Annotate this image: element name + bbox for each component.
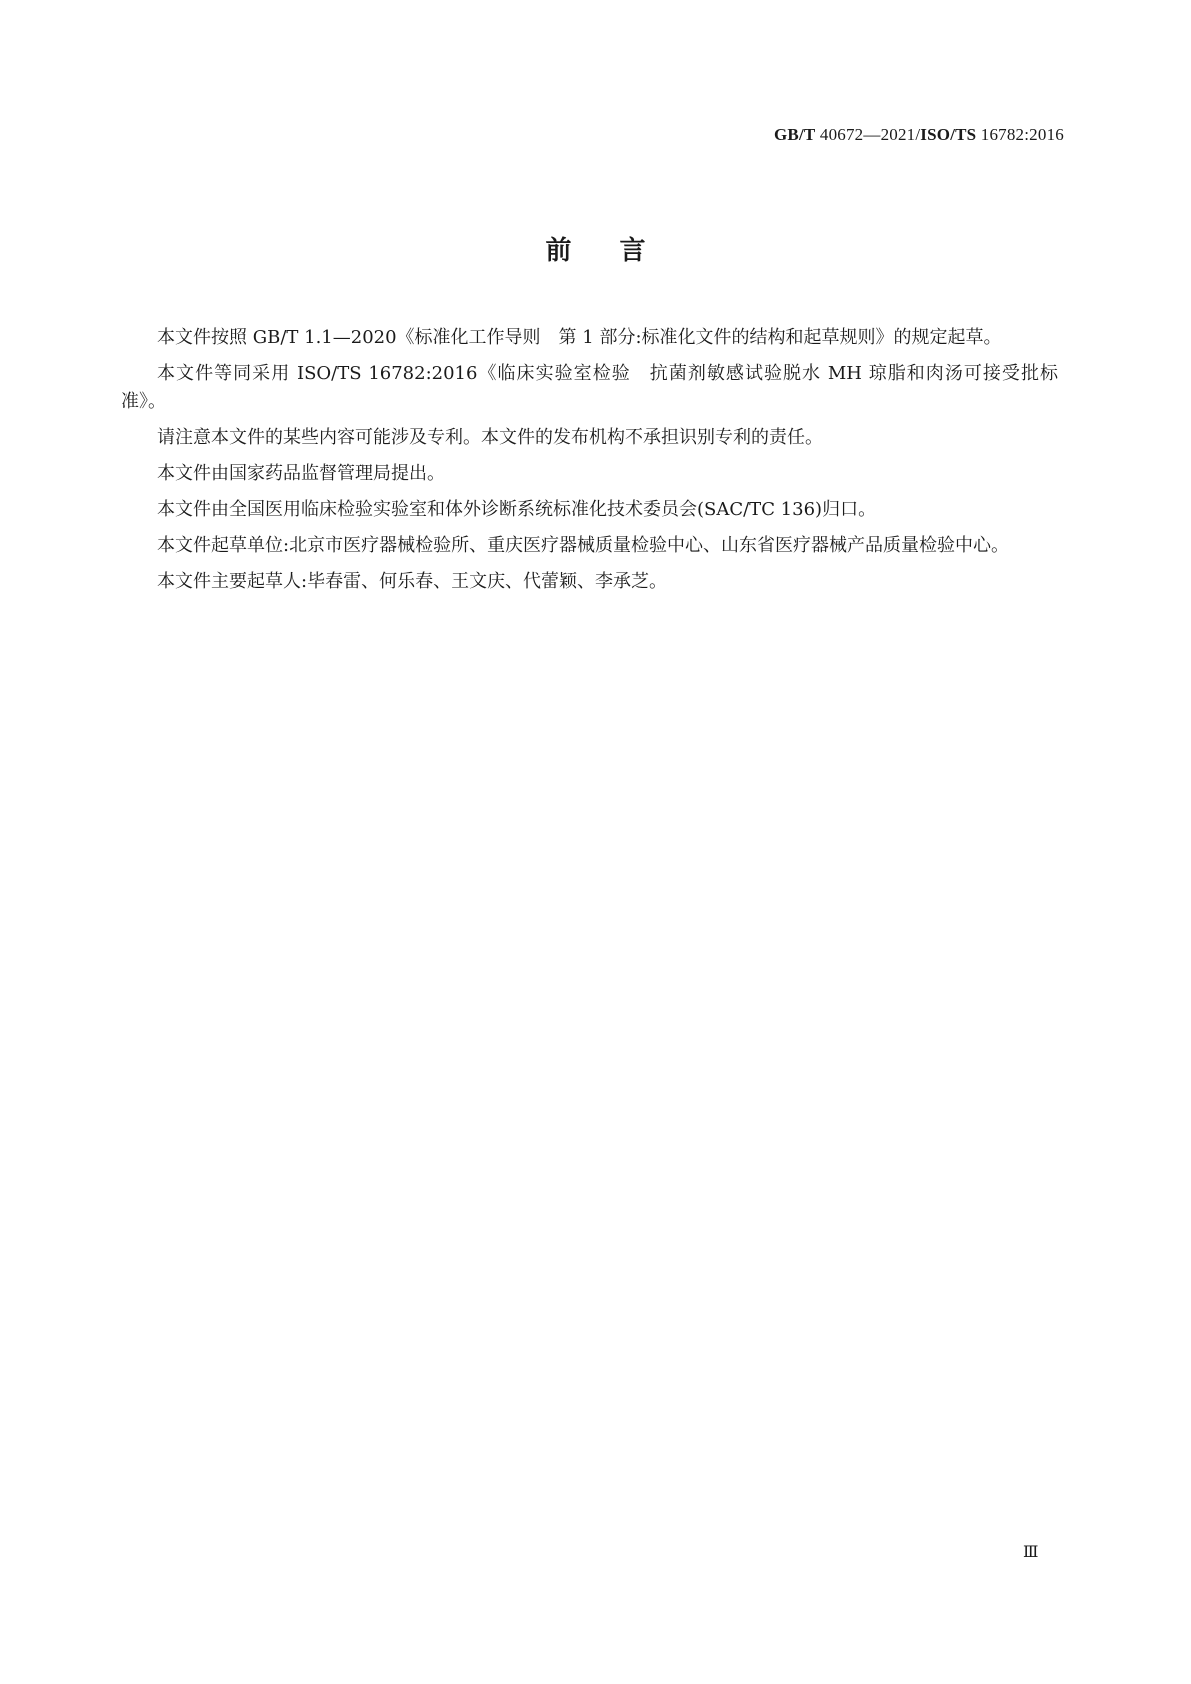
paragraph: 本文件主要起草人:毕春雷、何乐春、王文庆、代蕾颖、李承芝。 xyxy=(157,571,668,592)
paragraph: 本文件由国家药品监督管理局提出。 xyxy=(157,463,445,484)
standard-code: GB/T xyxy=(773,125,816,144)
paragraph: 本文件由全国医用临床检验实验室和体外诊断系统标准化技术委员会(SAC/TC 136)归口。 xyxy=(157,499,877,520)
paragraph: 本文件起草单位:北京市医疗器械检验所、重庆医疗器械质量检验中心、山东省医疗器械产品质量检验中心。 xyxy=(157,535,1010,556)
page-number: Ⅲ xyxy=(1023,1544,1039,1561)
iso-number: 16782:2016 xyxy=(976,125,1064,144)
standard-number-header xyxy=(774,125,1064,145)
iso-code: ISO/TS xyxy=(920,125,977,144)
paragraph: 本文件按照 GB/T 1.1—2020《标准化工作导则 第 1 部分:标准化文件的结构和起草规则》的规定起草。 xyxy=(157,327,1002,348)
paragraph: 请注意本文件的某些内容可能涉及专利。本文件的发布机构不承担识别专利的责任。 xyxy=(157,427,823,448)
standard-number: 40672—2021/ xyxy=(815,125,921,144)
paragraph: 本文件等同采用 ISO/TS 16782:2016《临床实验室检验 抗菌剂敏感试验脱水 MH 琼脂和肉汤可接受批标准》。 xyxy=(121,363,1058,412)
foreword-body xyxy=(121,324,1058,604)
page-title: 前言 xyxy=(545,236,694,266)
